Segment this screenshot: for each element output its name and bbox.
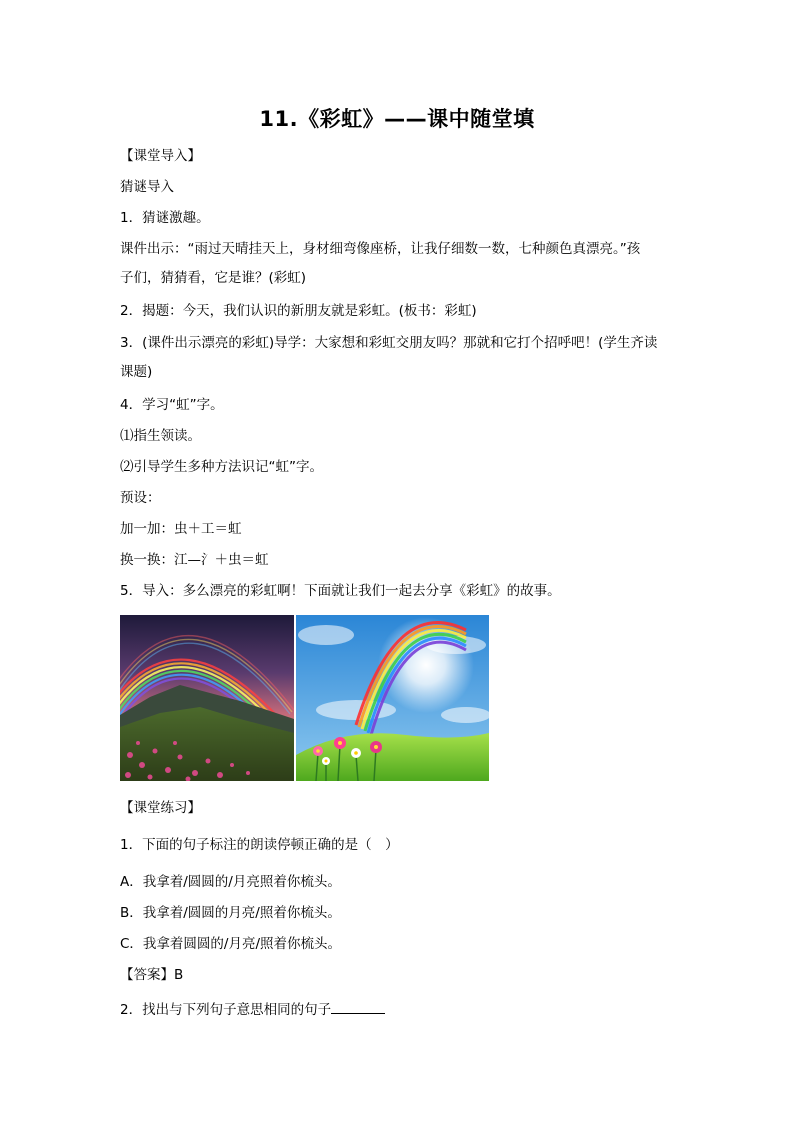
option-b: B．我拿着/圆圆的月亮/照着你梳头。 (120, 905, 341, 921)
method-add: 加一加：虫＋工＝虹 (120, 521, 242, 537)
preset-label: 预设： (120, 490, 161, 506)
step-4: 4．学习“虹”字。 (120, 397, 224, 413)
question-2 (120, 1000, 680, 1020)
substep-2: ⑵引导学生多种方法识记“虹”字。 (120, 459, 323, 475)
question-1: 1．下面的句子标注的朗读停顿正确的是（ ） (120, 837, 399, 853)
subheading-riddle: 猜谜导入 (120, 179, 174, 195)
step-3-line2: 课题) (120, 364, 153, 380)
rainbow-mountain-image (120, 615, 294, 781)
step-1: 1．猜谜激趣。 (120, 210, 210, 226)
paragraph-riddle-line2: 子们，猜猜看，它是谁？(彩虹) (120, 270, 307, 286)
method-swap: 换一换：江—氵＋虫＝虹 (120, 552, 269, 568)
paragraph-riddle-line1: 课件出示：“雨过天晴挂天上，身材细弯像座桥，让我仔细数一数，七种颜色真漂亮。”孩 (120, 241, 641, 257)
rainbow-sun-image (296, 615, 489, 781)
option-a: A．我拿着/圆圆的/月亮照着你梳头。 (120, 874, 341, 890)
step-5: 5．导入：多么漂亮的彩虹啊！下面就让我们一起去分享《彩虹》的故事。 (120, 583, 561, 599)
question-2-text: 2．找出与下列句子意思相同的句子 (120, 1002, 332, 1018)
section-heading-practice: 【课堂练习】 (120, 800, 201, 816)
substep-1: ⑴指生领读。 (120, 428, 201, 444)
step-2: 2．揭题：今天，我们认识的新朋友就是彩虹。(板书：彩虹) (120, 303, 477, 319)
answer: 【答案】B (120, 967, 184, 983)
answer-blank (331, 1001, 385, 1014)
step-3-line1: 3．(课件出示漂亮的彩虹)导学：大家想和彩虹交朋友吗？那就和它打个招呼吧！(学生齐读 (120, 335, 658, 351)
section-heading-intro: 【课堂导入】 (120, 148, 201, 164)
page-title: 11.《彩虹》——课中随堂填 (259, 107, 535, 131)
option-c: C．我拿着圆圆的/月亮/照着你梳头。 (120, 936, 342, 952)
